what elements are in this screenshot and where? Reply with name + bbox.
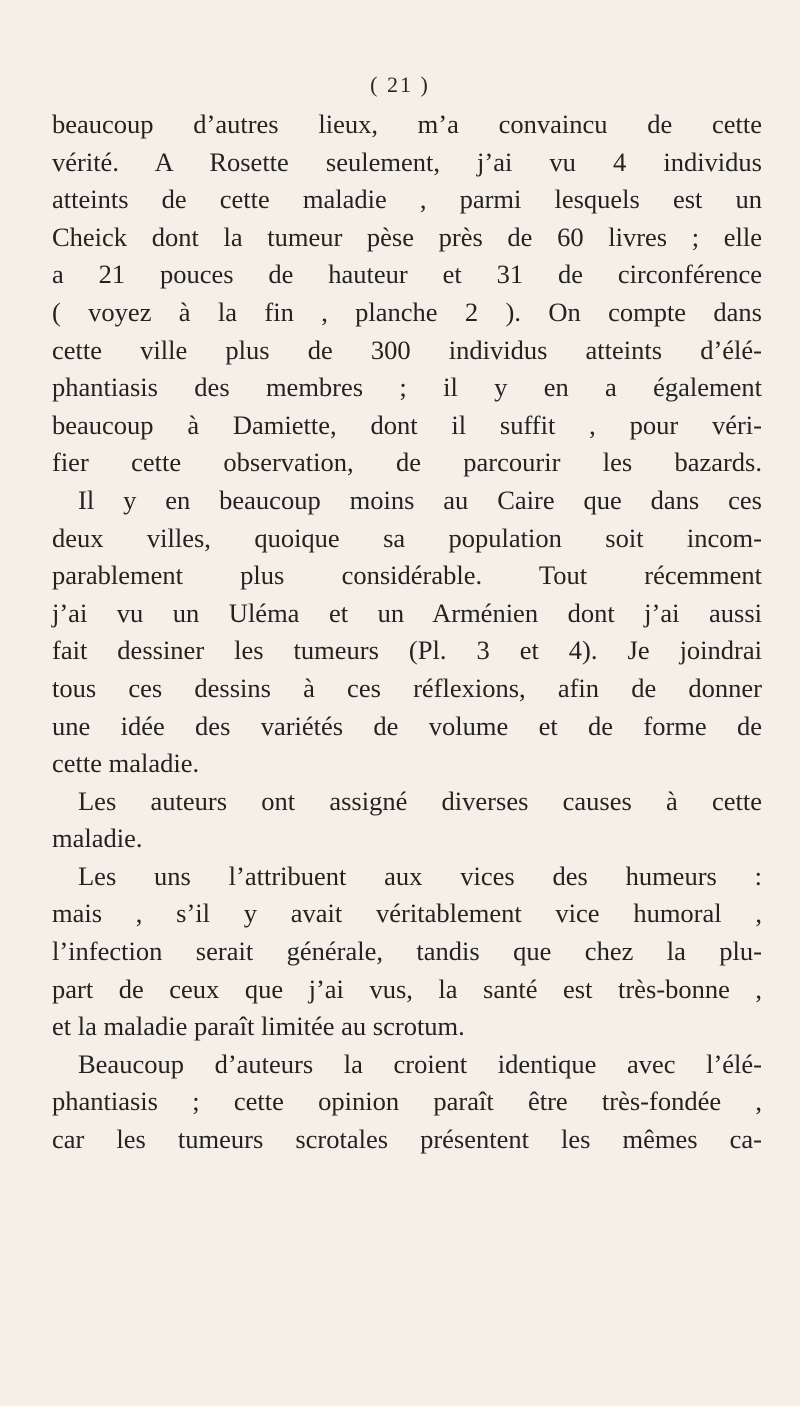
text-line: Les uns l’attribuent aux vices des humeurs : xyxy=(78,860,762,891)
text-line: Cheick dont la tumeur pèse près de 60 livres ; elle xyxy=(52,221,762,252)
text-line: phantiasis ; cette opinion paraît être très-fondée , xyxy=(52,1086,762,1117)
text-line: fier cette observation, de parcourir les bazards. xyxy=(52,447,762,478)
text-line: mais , s’il y avait véritablement vice humoral , xyxy=(52,898,762,929)
text-line: Beaucoup d’auteurs la croient identique avec l’élé- xyxy=(78,1048,762,1079)
text-line: ( voyez à la fin , planche 2 ). On compte dans xyxy=(52,296,762,327)
text-line: Les auteurs ont assigné diverses causes à cette xyxy=(78,785,762,816)
text-line: une idée des variétés de volume et de forme de xyxy=(52,710,762,741)
page-number: ( 21 ) xyxy=(370,72,430,97)
text-line: fait dessiner les tumeurs (Pl. 3 et 4). Je joindrai xyxy=(52,635,762,666)
text-line: tous ces dessins à ces réflexions, afin de donner xyxy=(52,672,762,703)
text-line: car les tumeurs scrotales présentent les mêmes ca- xyxy=(52,1124,762,1155)
text-line: beaucoup d’autres lieux, m’a convaincu de cette xyxy=(52,109,762,139)
text-line: et la maladie paraît limitée au scrotum. xyxy=(52,1011,465,1042)
text-line: cette maladie. xyxy=(52,748,200,779)
text-line: part de ceux que j’ai vus, la santé est très-bonne , xyxy=(52,973,762,1004)
body-text xyxy=(52,106,762,1159)
text-line: Il y en beaucoup moins au Caire que dans ces xyxy=(78,484,762,515)
text-line: deux villes, quoique sa population soit incom- xyxy=(52,522,762,553)
text-line: a 21 pouces de hauteur et 31 de circonférence xyxy=(52,259,762,290)
text-line: cette ville plus de 300 individus atteints d’élé- xyxy=(52,334,762,365)
text-line: maladie. xyxy=(52,823,143,854)
text-line: vérité. A Rosette seulement, j’ai vu 4 individus xyxy=(52,146,762,177)
text-line: l’infection serait générale, tandis que chez la plu- xyxy=(52,936,762,967)
text-line: parablement plus considérable. Tout récemment xyxy=(52,560,762,591)
text-line: phantiasis des membres ; il y en a également xyxy=(52,372,762,403)
text-line: j’ai vu un Uléma et un Arménien dont j’ai aussi xyxy=(52,597,762,628)
text-line: atteints de cette maladie , parmi lesquels est un xyxy=(52,184,762,215)
text-line: beaucoup à Damiette, dont il suffit , pour véri- xyxy=(52,409,762,440)
